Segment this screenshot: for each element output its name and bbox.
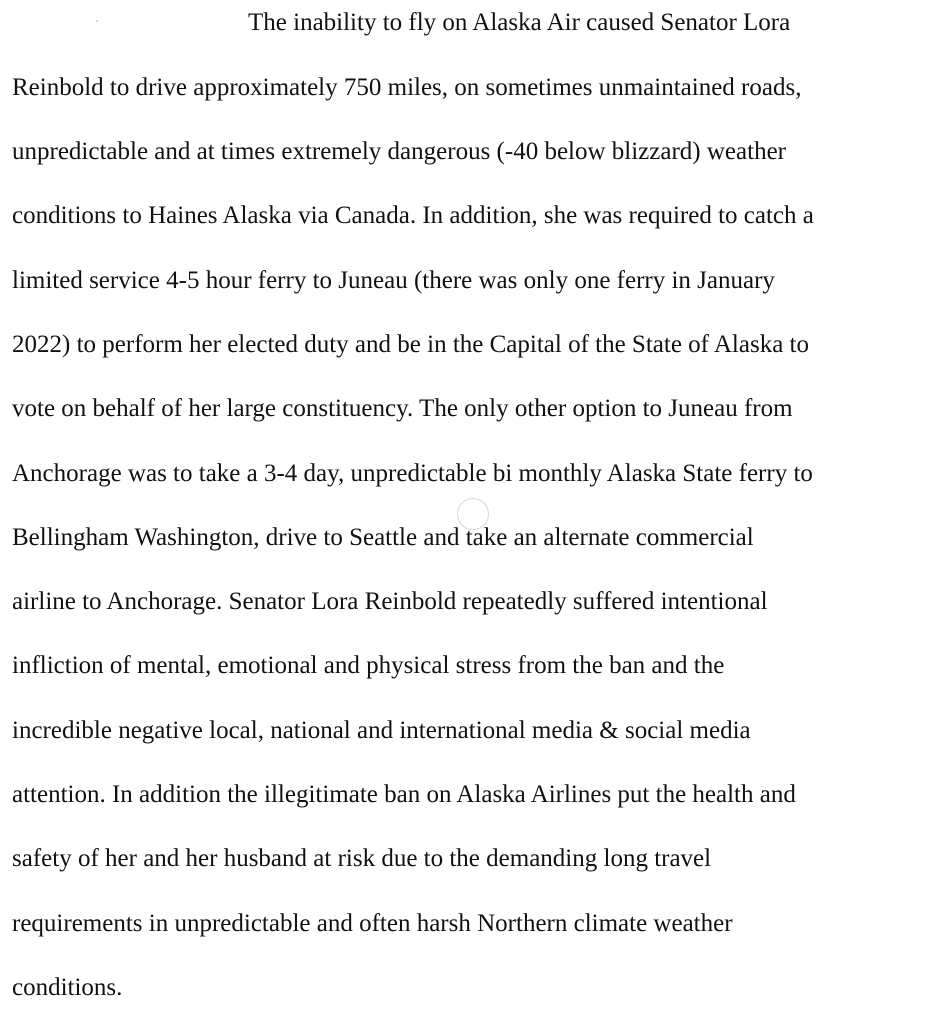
paragraph-line-10: airline to Anchorage. Senator Lora Reinbold repeatedly suffered intentional [12,588,768,615]
paragraph-line-8: Anchorage was to take a 3-4 day, unpredictable bi monthly Alaska State ferry to [12,460,813,487]
paragraph-line-12: incredible negative local, national and international media & social media [12,717,751,744]
paragraph-line-16: conditions. [12,974,123,1001]
paragraph-line-13: attention. In addition the illegitimate ban on Alaska Airlines put the health and [12,781,796,808]
paragraph-line-2: Reinbold to drive approximately 750 miles, on sometimes unmaintained roads, [12,74,802,101]
cursor-ring-icon [457,498,489,530]
paragraph-line-11: infliction of mental, emotional and physical stress from the ban and the [12,652,725,679]
paragraph-line-3: unpredictable and at times extremely dangerous (-40 below blizzard) weather [12,138,786,165]
paragraph-line-14: safety of her and her husband at risk due to the demanding long travel [12,845,712,872]
paragraph-line-1: The inability to fly on Alaska Air caused Senator Lora [248,9,791,36]
paragraph-line-6: 2022) to perform her elected duty and be in the Capital of the State of Alaska to [12,331,809,358]
paragraph-line-9: Bellingham Washington, drive to Seattle and take an alternate commercial [12,524,754,551]
scan-speck [96,20,98,22]
paragraph-line-15: requirements in unpredictable and often harsh Northern climate weather [12,910,733,937]
paragraph-line-7: vote on behalf of her large constituency. The only other option to Juneau from [12,395,793,422]
paragraph-line-5: limited service 4-5 hour ferry to Juneau (there was only one ferry in January [12,267,775,294]
paragraph-line-4: conditions to Haines Alaska via Canada. In addition, she was required to catch a [12,202,814,229]
